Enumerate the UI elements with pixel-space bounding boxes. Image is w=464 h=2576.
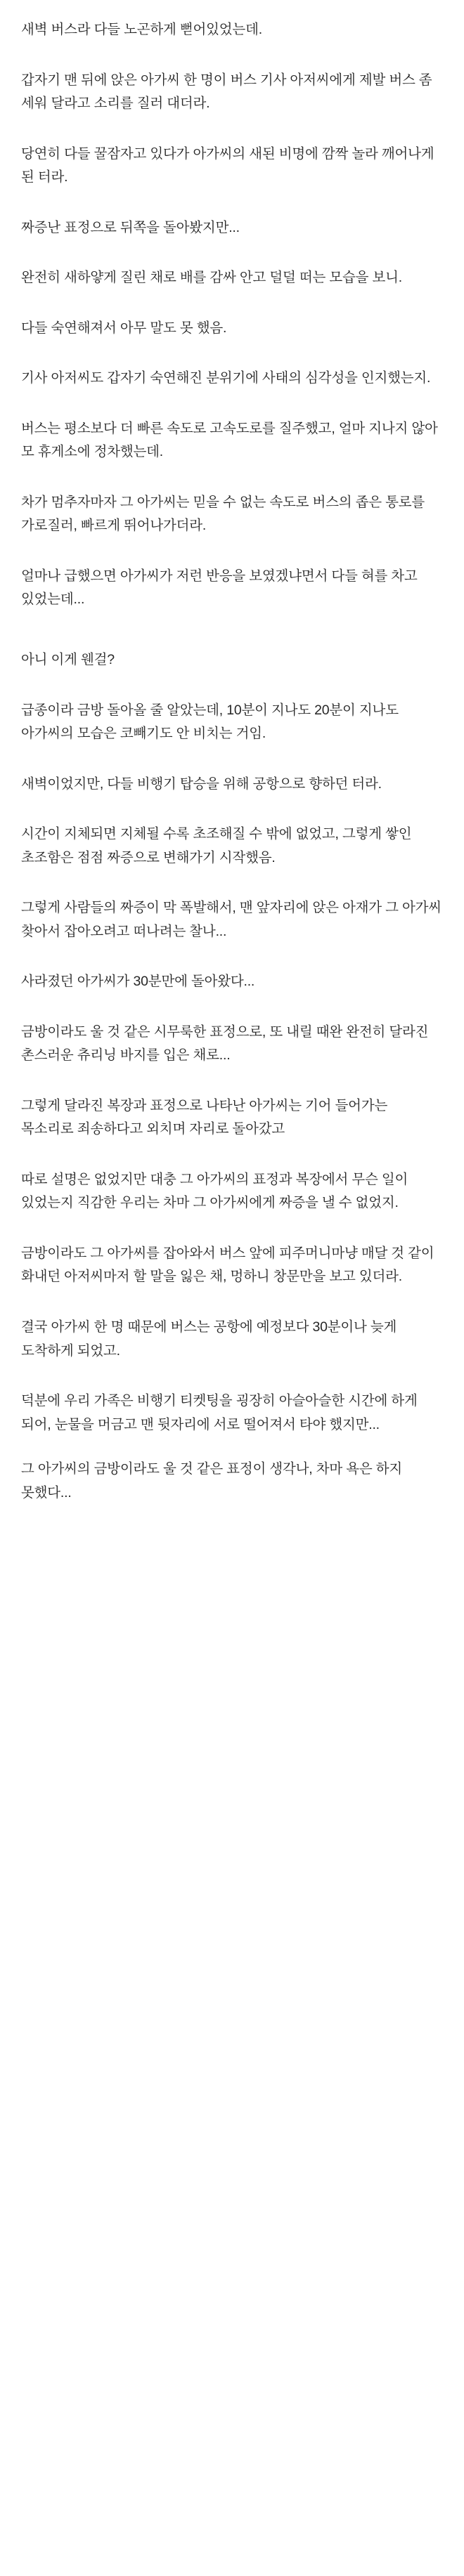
story-paragraph: 차가 멈추자마자 그 아가씨는 믿을 수 없는 속도로 버스의 좁은 통로를 가로질러, 빠르게 뛰어나가더라. xyxy=(21,494,429,534)
story-paragraph: 갑자기 맨 뒤에 앉은 아가씨 한 명이 버스 기사 아저씨에게 제발 버스 좀 세워 달라고 소리를 질러 대더라. xyxy=(21,72,436,112)
story-paragraph: 덕분에 우리 가족은 비행기 티켓팅을 굉장히 아슬아슬한 시간에 하게 되어, 눈물을 머금고 맨 뒷자리에 서로 떨어져서 타야 했지만... xyxy=(21,1393,421,1432)
story-paragraph: 기사 아저씨도 갑자기 숙연해진 분위기에 사태의 심각성을 인지했는지. xyxy=(21,370,431,386)
story-paragraph: 새벽 버스라 다들 노곤하게 뻗어있었는데. xyxy=(21,22,262,37)
story-paragraph: 결국 아가씨 한 명 때문에 버스는 공항에 예정보다 30분이나 늦게 도착하게 되었고. xyxy=(21,1319,401,1359)
story-paragraph: 얼마나 급했으면 아가씨가 저런 반응을 보였겠냐면서 다들 혀를 차고 있었는데... xyxy=(21,568,421,608)
story-paragraph: 다들 숙연해져서 아무 말도 못 했음. xyxy=(21,320,227,336)
story-paragraph: 당연히 다들 꿀잠자고 있다가 아가씨의 새된 비명에 깜짝 놀라 깨어나게 된 터라. xyxy=(21,145,438,185)
story-paragraph: 그렇게 사람들의 짜증이 막 폭발해서, 맨 앞자리에 앉은 아재가 그 아가씨 찾아서 잡아오려고 떠나려는 찰나... xyxy=(21,900,446,939)
story-paragraph: 짜증난 표정으로 뒤쪽을 돌아봤지만... xyxy=(21,219,240,235)
story-paragraph: 그렇게 달라진 복장과 표정으로 나타난 아가씨는 기어 들어가는 목소리로 죄송하다고 외치며 자리로 돌아갔고 xyxy=(21,1097,392,1137)
story-paragraph: 사라졌던 아가씨가 30분만에 돌아왔다... xyxy=(21,974,255,990)
story-paragraph: 버스는 평소보다 더 빠른 속도로 고속도로를 질주했고, 얼마 지나지 않아 모 휴게소에 정차했는데. xyxy=(21,420,442,460)
story-paragraph: 새벽이었지만, 다들 비행기 탑승을 위해 공항으로 향하던 터라. xyxy=(21,776,382,792)
story-body xyxy=(21,18,446,1505)
story-paragraph: 금방이라도 그 아가씨를 잡아와서 버스 앞에 피주머니마냥 매달 것 같이 화내던 아저씨마저 할 말을 잃은 채, 멍하니 창문만을 보고 있더라. xyxy=(21,1245,438,1285)
story-paragraph: 금방이라도 울 것 같은 시무룩한 표정으로, 또 내릴 때완 완전히 달라진 촌스러운 츄리닝 바지를 입은 채로... xyxy=(21,1024,432,1064)
story-paragraph: 시간이 지체되면 지체될 수록 초조해질 수 밖에 없었고, 그렇게 쌓인 초조함은 점점 짜증으로 변해가기 시작했음. xyxy=(21,826,415,865)
story-paragraph: 따로 설명은 없었지만 대충 그 아가씨의 표정과 복장에서 무슨 일이 있었는지 직감한 우리는 차마 그 아가씨에게 짜증을 낼 수 없었지. xyxy=(21,1171,412,1211)
story-paragraph: 급종이라 금방 돌아올 줄 알았는데, 10분이 지나도 20분이 지나도 아가씨의 모습은 코빼기도 안 비치는 거임. xyxy=(21,702,403,742)
story-paragraph: 완전히 새하얗게 질린 채로 배를 감싸 안고 덜덜 떠는 모습을 보니. xyxy=(21,270,402,286)
story-paragraph: 그 아가씨의 금방이라도 울 것 같은 표정이 생각나, 차마 욕은 하지 못했다... xyxy=(21,1461,406,1501)
story-paragraph: 아니 이게 웬걸? xyxy=(21,651,115,667)
